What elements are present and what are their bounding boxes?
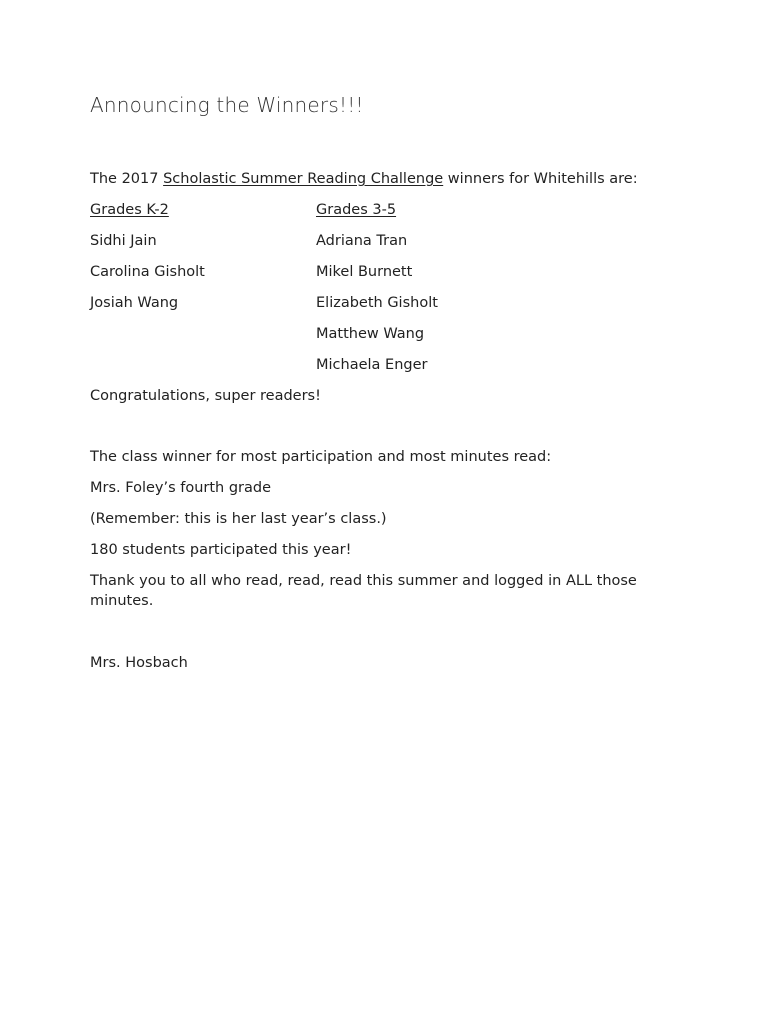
congrats-line: Congratulations, super readers! <box>90 388 321 404</box>
class-winner-intro: The class winner for most participation and most minutes read: <box>90 449 552 465</box>
winner-k2-1: Sidhi Jain <box>90 233 157 249</box>
thanks-paragraph: Thank you to all who read, read, read this summer and logged in ALL those minutes. <box>90 573 637 609</box>
winner-k2-3: Josiah Wang <box>90 295 179 311</box>
document-title: Announcing the Winners!!! <box>90 93 364 117</box>
winner-3-5-5: Michaela Enger <box>316 357 428 373</box>
class-note: (Remember: this is her last year’s class.) <box>90 511 387 527</box>
grades-k2-heading: Grades K-2 <box>90 202 169 218</box>
signature: Mrs. Hosbach <box>90 655 188 671</box>
grades-3-5-heading: Grades 3-5 <box>316 202 397 218</box>
winner-3-5-1: Adriana Tran <box>316 233 408 249</box>
challenge-name: Scholastic Summer Reading Challenge <box>163 171 444 187</box>
winner-3-5-4: Matthew Wang <box>316 326 425 342</box>
participation-line: 180 students participated this year! <box>90 542 352 558</box>
winner-3-5-2: Mikel Burnett <box>316 264 413 280</box>
intro-suffix: winners for Whitehills are: <box>443 171 638 187</box>
intro-line <box>90 169 638 189</box>
winner-3-5-3: Elizabeth Gisholt <box>316 295 438 311</box>
class-winner: Mrs. Foley’s fourth grade <box>90 480 272 496</box>
intro-prefix: The 2017 <box>90 171 164 187</box>
winner-k2-2: Carolina Gisholt <box>90 264 205 280</box>
